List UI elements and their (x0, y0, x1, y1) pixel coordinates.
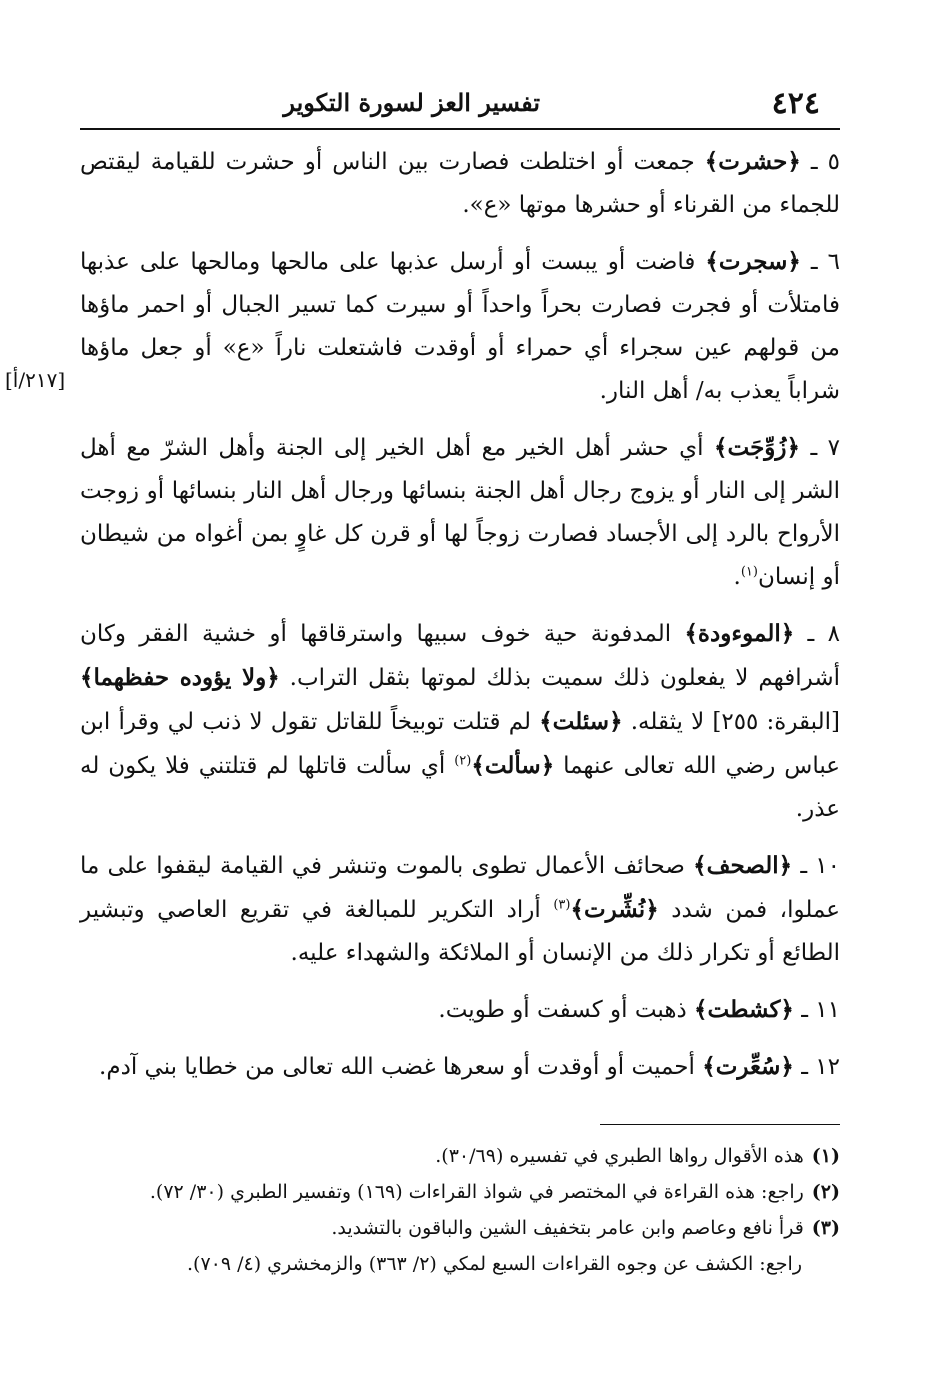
quranic-keyword: ﴿الصحف﴾ (693, 852, 793, 879)
entry-verse-5 (80, 140, 840, 227)
commentary-text: ذهبت أو كسفت أو طويت. (438, 997, 695, 1023)
commentary-text: فاضت أو يبست أو أرسل عذبها على مالحها ومالحها على عذبها فامتلأت أو فجرت فصارت بحراً واحداً أو سيرت كما تسير الجبال أو احمر ماؤها من قولهم عين سجراء أي حمراء أو أوقدت فاشتعلت ناراً «ع» أو جعل ماؤها شراباً يعذب به/ أهل النار. (80, 249, 840, 404)
commentary-text: أي حشر أهل الخير مع أهل الخير إلى الجنة وأهل الشرّ مع أهل الشر إلى النار أو يزوج رجال أهل الجنة بنسائها ورجال أهل النار بنسائها أو زوجت الأرواح بالرد إلى الأجساد فصارت زوجاً لها أو قرن كل غاوٍ بمن أغواه من شيطان أو إنسان (80, 435, 840, 590)
quranic-keyword: ﴿كشطت﴾ (694, 996, 794, 1023)
header-rule (80, 128, 840, 130)
footnote-3 (90, 1210, 840, 1246)
quranic-keyword: ﴿الموءودة﴾ (684, 620, 795, 647)
footnote-2 (90, 1174, 840, 1210)
footnote-text: راجع: الكشف عن وجوه القراءات السبع لمكي (٢/ ٣٦٣) والزمخشري (٤/ ٧٠٩). (186, 1253, 802, 1275)
footnote-number: (٢) (811, 1181, 840, 1203)
entry-verse-10 (80, 844, 840, 975)
quranic-keyword: ﴿حشرت﴾ (704, 148, 801, 175)
verse-number: ١١ ـ (793, 997, 840, 1023)
verse-number: ٦ ـ (800, 249, 840, 275)
footnote-separator (600, 1124, 840, 1125)
commentary-text: أراد التكرير للمبالغة في تقريع العاصي وتبشير الطائع أو تكرار ذلك من الإنسان أو الملائكة والشهداء عليه. (80, 897, 840, 966)
commentary-text: صحائف الأعمال تطوى بالموت وتنشر في القيامة ليقفوا على ما عملوا، فمن شدد (80, 853, 841, 923)
quran-citation: ﴿ولا يؤوده حفظهما﴾ (80, 664, 280, 691)
footnote-ref[interactable]: (٢) (454, 753, 472, 769)
running-title: تفسير العز لسورة التكوير (283, 88, 540, 117)
page-header (80, 80, 840, 126)
verse-number: ٧ ـ (800, 435, 840, 461)
commentary-text: [البقرة: ٢٥٥] لا يثقله. (622, 709, 840, 735)
quranic-keyword: ﴿سُعِّرت﴾ (702, 1053, 794, 1080)
footnote-text: قرأ نافع وعاصم وابن عامر بتخفيف الشين والباقون بالتشديد. (331, 1217, 804, 1239)
commentary-text: المدفونة حية خوف سبيها واسترقاقها أو خشية الفقر وكان أشرافهم لا يفعلون ذلك سميت بذلك لموتها بثقل التراب. (80, 621, 840, 691)
entry-verse-11 (80, 988, 840, 1032)
entry-verse-12 (80, 1045, 840, 1089)
commentary-text: جمعت أو اختلطت فصارت بين الناس أو حشرت للقيامة ليقتص للجماء من القرناء أو حشرها موتها «ع». (80, 149, 840, 218)
footnote-text: هذه الأقوال رواها الطبري في تفسيره (٣٠/٦٩). (435, 1145, 804, 1167)
body-text (80, 140, 840, 1102)
entry-verse-8 (80, 612, 840, 831)
quranic-keyword: ﴿سئلت﴾ (539, 708, 623, 735)
verse-number: ٨ ـ (794, 621, 840, 647)
footnote-ref[interactable]: (١) (740, 564, 758, 580)
manuscript-folio-marker: [٢١٧/أ] (5, 368, 66, 392)
footnote-ref[interactable]: (٣) (553, 897, 571, 913)
variant-reading: ﴿سألت﴾ (471, 752, 555, 779)
footnote-3-continued (90, 1246, 840, 1282)
page-number: ٤٢٤ (771, 86, 820, 121)
quranic-keyword: ﴿سجرت﴾ (705, 248, 801, 275)
commentary-text: لم قتلت توبيخاً للقاتل تقول لا ذنب لي وقرأ ابن عباس رضي الله تعالى عنهما (80, 709, 840, 779)
variant-reading: ﴿نُشِّرت﴾ (570, 896, 659, 923)
sentence-end: . (733, 564, 741, 590)
entry-verse-7 (80, 426, 840, 599)
footnote-text: راجع: هذه القراءة في المختصر في شواذ القراءات (١٦٩) وتفسير الطبري (٣٠/ ٧٢). (149, 1181, 804, 1203)
commentary-text: أي سألت قاتلها لم قتلتني فلا يكون له عذر. (80, 753, 840, 822)
footnote-number: (١) (811, 1145, 840, 1167)
commentary-text: أحميت أو أوقدت أو سعرها غضب الله تعالى من خطايا بني آدم. (99, 1054, 703, 1080)
verse-number: ٥ ـ (800, 149, 840, 175)
footnote-1 (90, 1138, 840, 1174)
entry-verse-6 (80, 240, 840, 413)
footnote-number: (٣) (811, 1217, 840, 1239)
verse-number: ١٢ ـ (793, 1054, 840, 1080)
verse-number: ١٠ ـ (792, 853, 840, 879)
quranic-keyword: ﴿زُوِّجَت﴾ (714, 434, 800, 461)
footnotes (90, 1138, 840, 1282)
